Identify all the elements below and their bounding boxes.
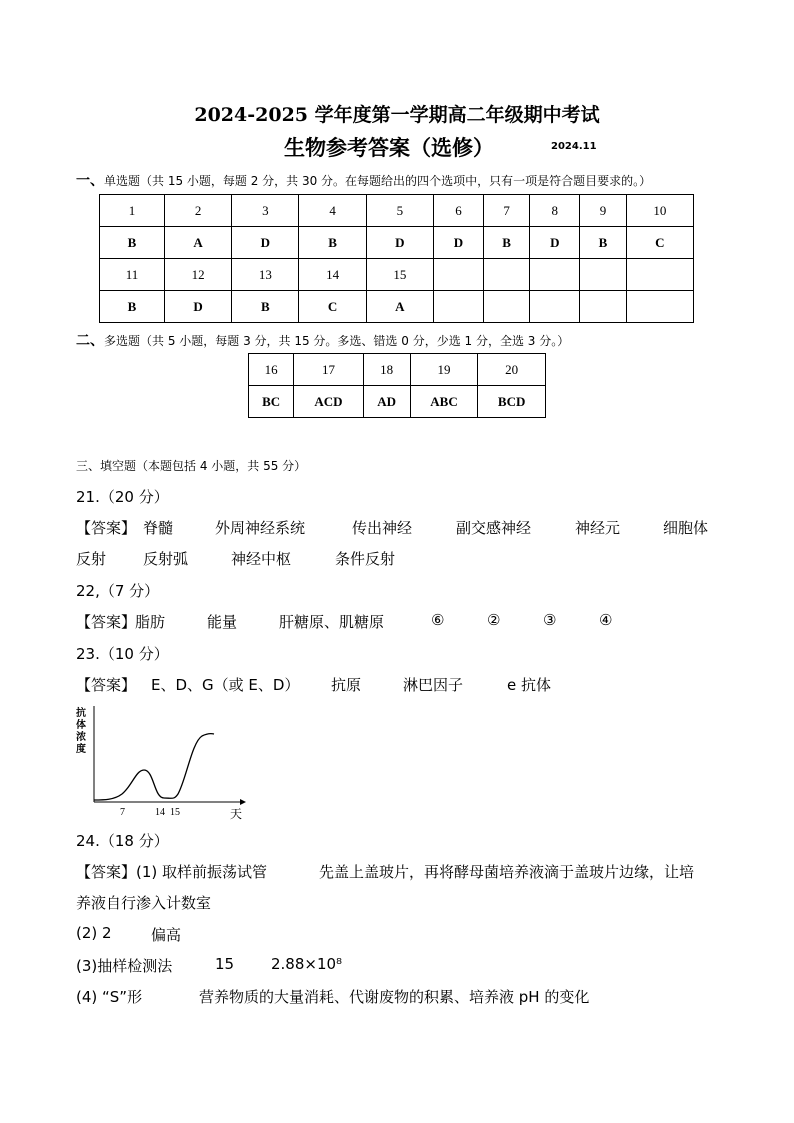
table-row [100,195,694,227]
table-cell: 11 [100,259,165,291]
table-cell [626,259,693,291]
table-cell: D [232,227,299,259]
table-cell: B [232,291,299,323]
section-2-desc: 多选题（共 5 小题，每题 3 分，共 15 分。多选、错选 0 分，少选 1 分，全选 3 分。） [104,334,570,348]
section-1-desc: 单选题（共 15 小题，每题 2 分，共 30 分。在每题给出的四个选项中，只有一项是符合题目要求的。） [104,174,652,188]
answer-prefix: 【答案】 [76,863,137,881]
table-cell: 1 [100,195,165,227]
q24-answer-line-1 [76,861,695,882]
answer-item: 神经元 [575,519,621,537]
q21-answer-line-1 [76,517,709,538]
table-cell [626,291,693,323]
section-1-heading [76,170,651,190]
x-tick-label: 7 [120,807,125,818]
answer-key-title: 生物参考答案（选修） [284,136,494,160]
antibody-concentration-graph [74,702,254,822]
table-cell: 15 [366,259,433,291]
answer-item: 传出神经 [352,519,413,537]
exam-title: 2024-2025 学年度第一学期高二年级期中考试 [194,104,600,126]
q24-answer-line-4 [76,955,343,976]
table-cell: ACD [294,386,363,418]
answer-item: e 抗体 [507,676,551,694]
y-label-char: 浓 [76,732,86,743]
q22-heading: 22,（7 分） [76,582,160,600]
section-2-label: 二、 [76,333,104,349]
section-1-label: 一、 [76,173,104,189]
x-tick-label: 14 [155,807,165,818]
q24-answer-line-3 [76,924,182,944]
x-axis-label: 天 [230,807,243,821]
table-cell [433,291,483,323]
q24-heading: 24.（18 分） [76,832,169,850]
table-row [100,227,694,259]
table-cell: D [164,291,231,323]
table-cell: 13 [232,259,299,291]
table-cell: D [530,227,580,259]
answer-item: (3)抽样检测法 [76,957,173,975]
y-label-char: 体 [76,720,86,731]
table-cell: ABC [410,386,478,418]
answer-item: E、D、G（或 E、D） [151,676,300,694]
answer-prefix: 【答案】 [76,613,137,631]
table-cell: 20 [478,354,546,386]
table-cell: C [626,227,693,259]
table-row [249,354,546,386]
table-cell: B [299,227,366,259]
table-cell [483,291,529,323]
answer-item: 能量 [207,613,238,631]
table-cell [433,259,483,291]
section-2-heading [76,330,569,350]
answer-item: 肝糖原、肌糖原 [279,613,385,631]
table-cell: B [580,227,626,259]
y-label-char: 度 [76,744,86,755]
table-row [100,291,694,323]
table-cell: 19 [410,354,478,386]
table-row [100,259,694,291]
table-cell: 16 [249,354,294,386]
table-cell: 6 [433,195,483,227]
table-cell: 8 [530,195,580,227]
answer-item: 偏高 [151,926,182,944]
table-cell [530,259,580,291]
table-cell: 14 [299,259,366,291]
table-cell: A [164,227,231,259]
exam-date: 2024.11 [551,141,597,152]
q23-answer-line [76,674,551,695]
table-row [249,386,546,418]
table-cell: 2 [164,195,231,227]
answer-item: 外周神经系统 [215,519,306,537]
antibody-curve [94,734,214,800]
answer-prefix: 【答案】 [76,676,137,694]
answer-item: (4) “S”形 [76,988,143,1006]
section-3-heading: 三、填空题（本题包括 4 小题，共 55 分） [76,459,307,473]
answer-item: 2.88×10⁸ [271,955,343,973]
y-label-char: 抗 [76,708,86,719]
table-cell: 12 [164,259,231,291]
table-cell: AD [363,386,410,418]
table-cell: B [100,291,165,323]
table-cell [483,259,529,291]
answer-item: ② [487,611,501,629]
x-tick-label: 15 [170,807,180,818]
table-cell: 5 [366,195,433,227]
single-choice-table [99,194,694,323]
q23-heading: 23.（10 分） [76,645,169,663]
table-cell: B [100,227,165,259]
table-cell: A [366,291,433,323]
q24-answer-line-5 [76,986,590,1007]
answer-prefix: 【答案】 [76,519,137,537]
answer-item: ④ [599,611,613,629]
table-cell: 9 [580,195,626,227]
multi-choice-table [248,353,546,418]
table-cell: D [433,227,483,259]
answer-item: 15 [215,955,235,973]
answer-item: 反射弧 [143,550,189,568]
table-cell: 17 [294,354,363,386]
answer-item: 先盖上盖玻片，再将酵母菌培养液滴于盖玻片边缘，让培 [319,863,695,881]
table-cell: 7 [483,195,529,227]
answer-item: 条件反射 [335,550,396,568]
table-cell: C [299,291,366,323]
answer-item: 抗原 [331,676,362,694]
table-cell: 18 [363,354,410,386]
q21-heading: 21.（20 分） [76,488,169,506]
x-axis-arrow [240,799,246,805]
answer-item: 细胞体 [663,519,709,537]
answer-item: 脊髓 [143,519,174,537]
answer-item: 淋巴因子 [403,676,464,694]
table-cell: 4 [299,195,366,227]
answer-item: 神经中枢 [231,550,292,568]
answer-item: 营养物质的大量消耗、代谢废物的积累、培养液 pH 的变化 [199,988,590,1006]
answer-item: (2) 2 [76,924,112,942]
table-cell: BCD [478,386,546,418]
table-cell [580,291,626,323]
q21-answer-line-2 [76,548,396,569]
table-cell [580,259,626,291]
table-cell: BC [249,386,294,418]
table-cell: D [366,227,433,259]
q24-answer-line-2: 养液自行渗入计数室 [76,894,212,912]
answer-item: ⑥ [431,611,445,629]
answer-item: ③ [543,611,557,629]
q22-answer-line [76,611,613,632]
table-cell: B [483,227,529,259]
table-cell [530,291,580,323]
answer-item: 副交感神经 [456,519,532,537]
table-cell: 3 [232,195,299,227]
answer-item: (1) 取样前振荡试管 [136,863,268,881]
answer-item: 脂肪 [135,613,166,631]
answer-item: 反射 [76,550,107,568]
table-cell: 10 [626,195,693,227]
